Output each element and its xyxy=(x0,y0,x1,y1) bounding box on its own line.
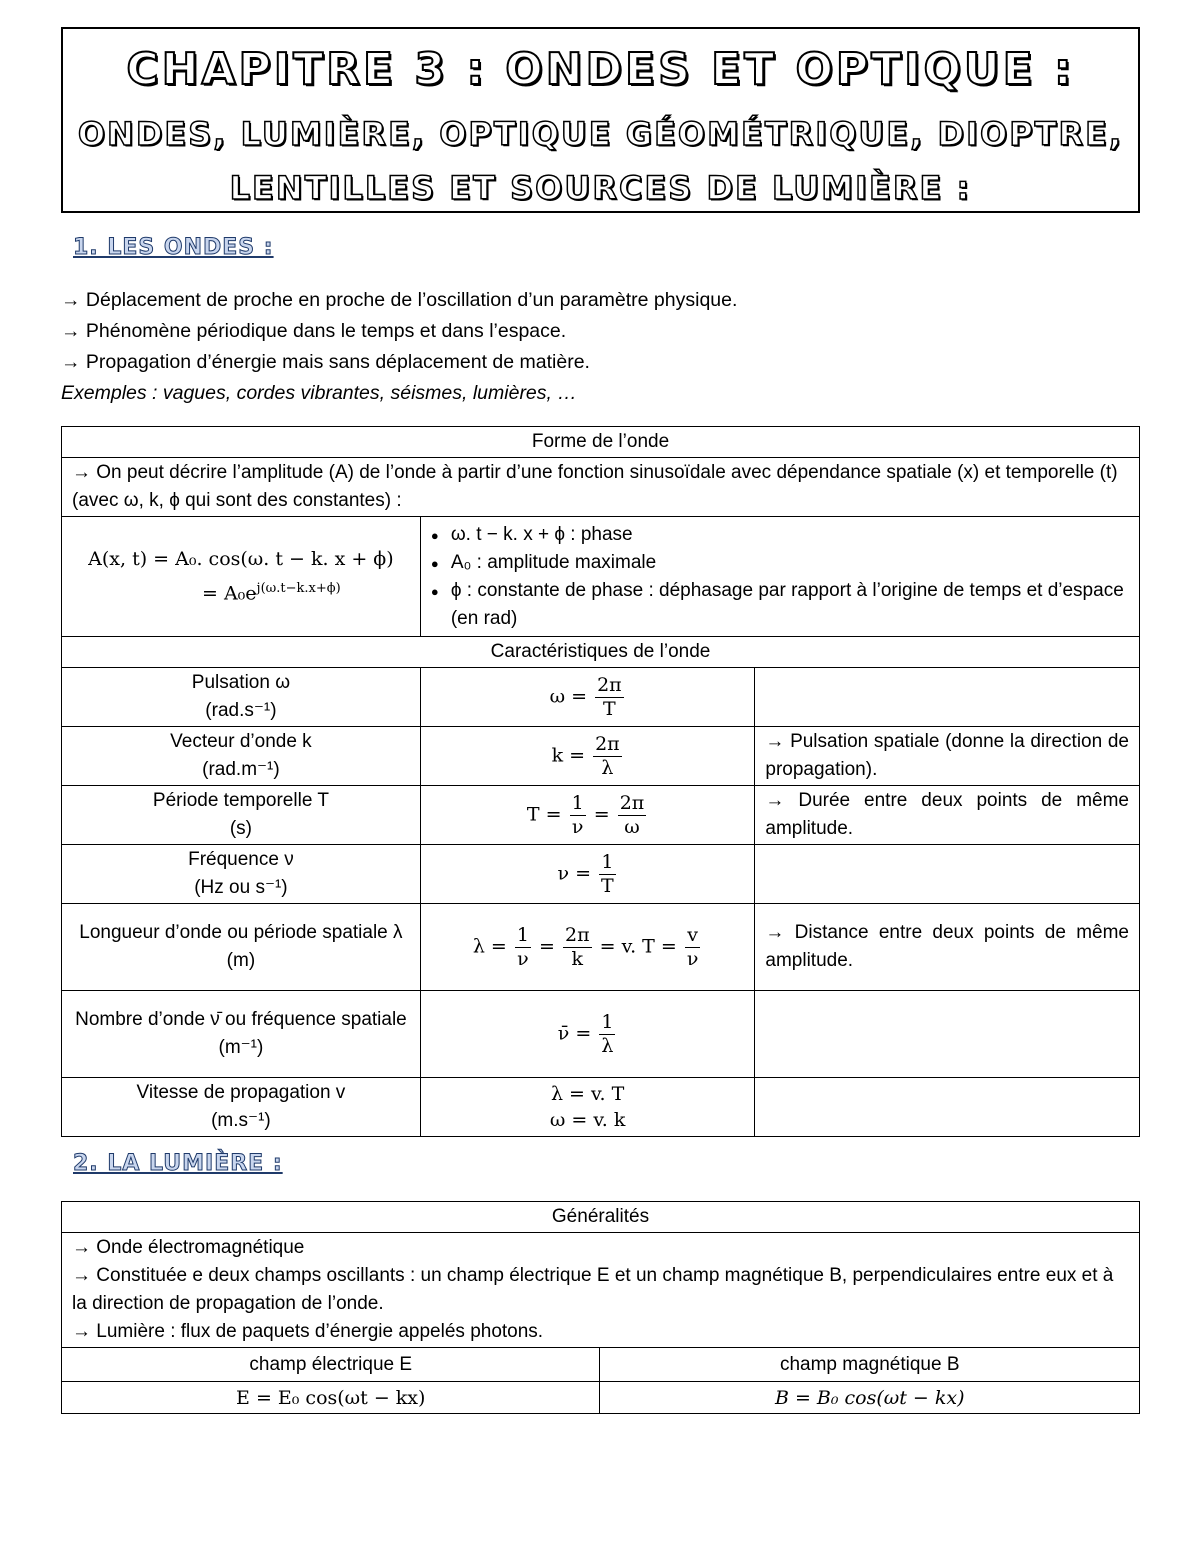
caract-unit: (s) xyxy=(229,818,252,839)
title-box xyxy=(61,27,1140,213)
nubar-formula xyxy=(420,991,755,1078)
wave-formula-cell xyxy=(62,517,421,637)
caract-unit: (m) xyxy=(226,950,256,971)
caract-name-cell xyxy=(62,845,421,904)
phase-definition-item: ● ϕ : constante de phase : déphasage par rapport à l’origine de temps et d’espace (en rad) xyxy=(431,577,1129,633)
caract-name-cell xyxy=(62,668,421,727)
electric-field-label: champ électrique E xyxy=(62,1348,600,1382)
phase-definition-item: ● A₀ : amplitude maximale xyxy=(431,549,1129,577)
caract-header: Caractéristiques de l’onde xyxy=(62,637,1140,668)
caract-name: Longueur d’onde ou période spatiale λ xyxy=(79,922,403,943)
light-table xyxy=(61,1201,1140,1414)
caract-name: Vitesse de propagation v xyxy=(136,1082,346,1103)
nu-formula xyxy=(420,845,755,904)
frac-denominator: ν xyxy=(517,947,529,970)
generalites-line: → Onde électromagnétique xyxy=(72,1237,305,1258)
forme-intro: → On peut décrire l’amplitude (A) de l’onde à partir d’une fonction sinusoïdale avec dépendance spatiale (x) et temporelle (t) (avec ω, k, ϕ qui sont des constantes) : xyxy=(62,458,1140,517)
v-formula xyxy=(420,1078,755,1137)
frac-denominator: k xyxy=(571,947,584,970)
caract-unit: (m.s⁻¹) xyxy=(211,1110,271,1131)
wave-formula-line2 xyxy=(72,574,410,608)
phase-definitions-cell xyxy=(420,517,1139,637)
T-formula xyxy=(420,786,755,845)
frac-numerator: 1 xyxy=(571,791,584,814)
caract-name-cell xyxy=(62,786,421,845)
wave-table xyxy=(61,426,1140,1137)
frac-denominator: T xyxy=(603,697,616,720)
bullet-item: → Propagation d’énergie mais sans déplacement de matière. xyxy=(61,351,590,373)
caract-desc xyxy=(755,991,1140,1078)
generalites-body xyxy=(62,1233,1140,1348)
electric-field-formula: E = E₀ cos(ωt − kx) xyxy=(62,1382,600,1414)
frac-numerator: 1 xyxy=(599,853,616,875)
wave-formula-line1: A(x, t) = A₀. cos(ω. t − k. x + ϕ) xyxy=(88,548,394,571)
wave-formula-exponent: j(ω.t−k.x+ϕ) xyxy=(256,581,341,597)
caract-desc xyxy=(755,1078,1140,1137)
caract-desc: → Distance entre deux points de même amplitude. xyxy=(755,904,1140,991)
caract-desc: → Durée entre deux points de même amplitude. xyxy=(755,786,1140,845)
caract-name-cell xyxy=(62,904,421,991)
frac-denominator: λ xyxy=(601,1034,614,1057)
examples-line: Exemples : vagues, cordes vibrantes, séismes, lumières, … xyxy=(61,382,577,404)
caract-name: Nombre d’onde ν̄ ou fréquence spatiale xyxy=(75,1009,407,1030)
magnetic-field-label: champ magnétique B xyxy=(600,1348,1140,1382)
forme-header: Forme de l’onde xyxy=(62,427,1140,458)
frac-numerator: 1 xyxy=(516,923,529,946)
chapter-title: CHAPITRE 3 : ONDES ET OPTIQUE : xyxy=(126,44,1075,95)
generalites-line: → Lumière : flux de paquets d’énergie appelés photons. xyxy=(72,1321,544,1342)
caract-name: Vecteur d’onde k xyxy=(170,731,312,752)
caract-desc xyxy=(755,845,1140,904)
bullet-item: → Déplacement de proche en proche de l’oscillation d’un paramètre physique. xyxy=(61,289,738,311)
section-heading-lumiere: 2. LA LUMIÈRE : xyxy=(73,1151,283,1176)
frac-numerator: 2π xyxy=(565,923,590,946)
lambda-formula xyxy=(420,904,755,991)
caract-name: Pulsation ω xyxy=(191,672,291,693)
caract-desc: → Pulsation spatiale (donne la direction de propagation). xyxy=(755,727,1140,786)
formula-lhs: ω = xyxy=(549,685,588,707)
caract-name: Fréquence ν xyxy=(188,849,294,870)
phase-definition-item: ● ω. t − k. x + ϕ : phase xyxy=(431,521,1129,549)
frac-denominator: ω xyxy=(624,815,640,838)
frac-denominator: ν xyxy=(571,815,584,838)
generalites-header: Généralités xyxy=(62,1202,1140,1233)
formula-eq: = v. T = xyxy=(599,935,677,957)
ondes-bullet-list xyxy=(61,285,737,409)
caract-unit: (Hz ou s⁻¹) xyxy=(194,877,288,898)
v-formula-line2: ω = v. k xyxy=(549,1109,626,1131)
omega-formula xyxy=(420,668,755,727)
formula-lhs: ν̄ = xyxy=(557,1022,592,1044)
formula-lhs: λ = xyxy=(472,935,507,957)
frac-numerator: v xyxy=(685,926,701,948)
frac-numerator: 2π xyxy=(597,673,622,696)
wave-formula-prefix: = A₀e xyxy=(202,582,257,605)
frac-denominator: ν xyxy=(686,947,699,970)
frac-numerator: 2π xyxy=(595,732,620,755)
formula-lhs: k = xyxy=(551,744,586,766)
section-heading-ondes: 1. LES ONDES : xyxy=(73,235,274,260)
frac-denominator: T xyxy=(601,874,614,897)
formula-eq: = xyxy=(593,803,610,825)
chapter-subtitle-line1: ONDES, LUMIÈRE, OPTIQUE GÉOMÉTRIQUE, DIOPTRE, xyxy=(77,115,1124,153)
frac-numerator: 2π xyxy=(619,791,645,814)
frac-numerator: 1 xyxy=(601,1010,614,1033)
caract-desc xyxy=(755,668,1140,727)
caract-name-cell xyxy=(62,1078,421,1137)
generalites-line: → Constituée e deux champs oscillants : un champ électrique E et un champ magnétique B, perpendiculaires entre eux et à la direction de propagation de l’onde. xyxy=(72,1265,1114,1314)
caract-unit: (rad.s⁻¹) xyxy=(205,700,277,721)
v-formula-line1: λ = v. T xyxy=(550,1083,625,1105)
magnetic-field-formula: B = B₀ cos(ωt − kx) xyxy=(600,1382,1140,1414)
caract-name-cell xyxy=(62,727,421,786)
bullet-item: → Phénomène périodique dans le temps et dans l’espace. xyxy=(61,320,567,342)
caract-unit: (rad.m⁻¹) xyxy=(202,759,280,780)
caract-name: Période temporelle T xyxy=(152,790,329,811)
k-formula xyxy=(420,727,755,786)
chapter-subtitle-line2: LENTILLES ET SOURCES DE LUMIÈRE : xyxy=(229,169,972,207)
formula-lhs: T = xyxy=(526,803,562,825)
formula-eq: = xyxy=(539,935,555,957)
frac-denominator: λ xyxy=(601,756,614,779)
caract-unit: (m⁻¹) xyxy=(218,1037,264,1058)
caract-name-cell xyxy=(62,991,421,1078)
formula-lhs: ν = xyxy=(557,862,591,884)
